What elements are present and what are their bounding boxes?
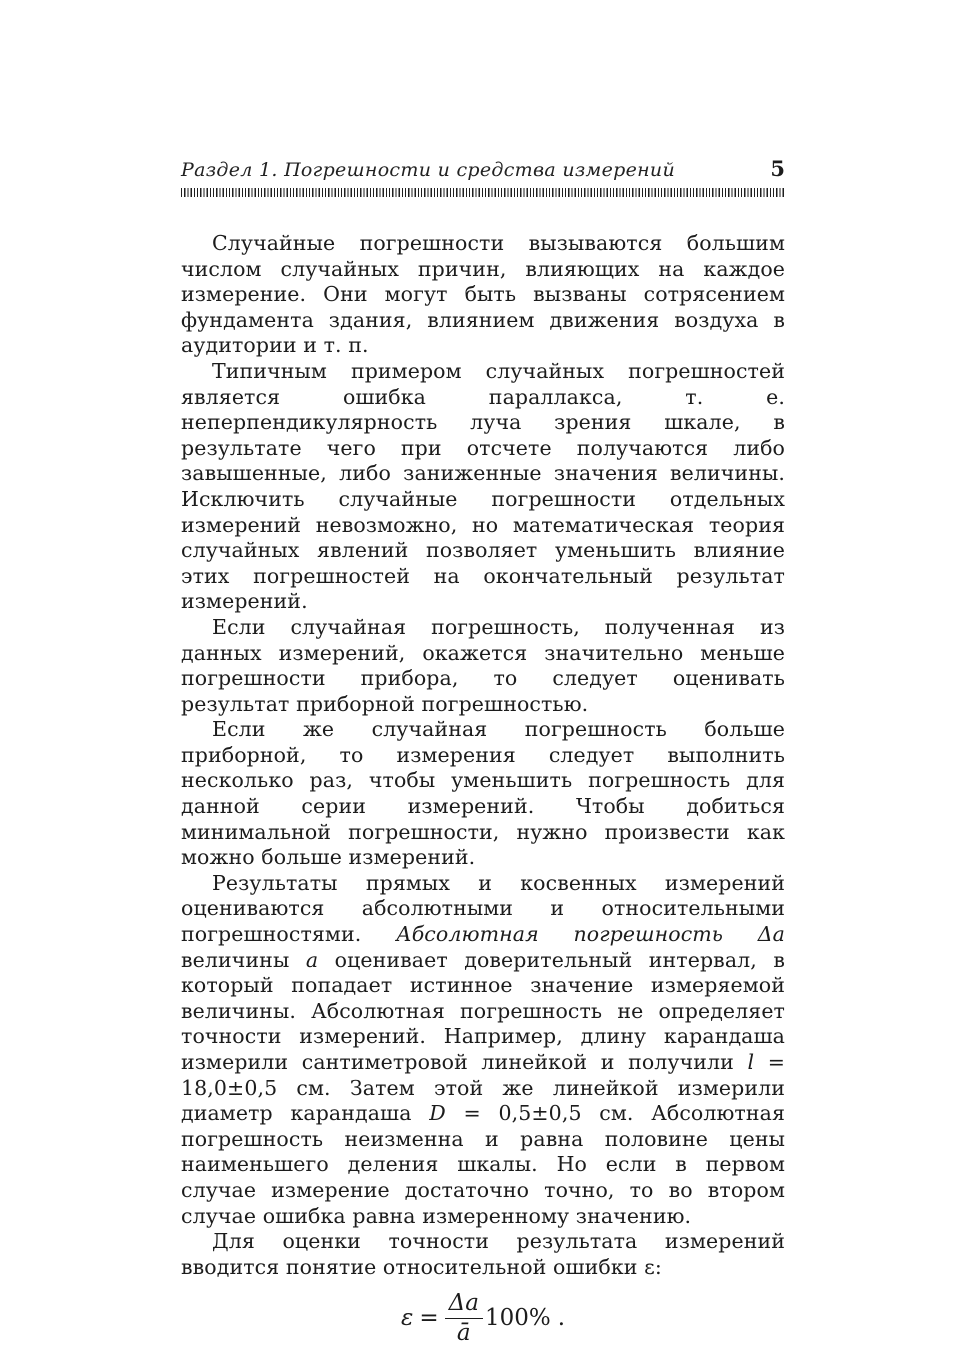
body-text (181, 231, 785, 1280)
text-run: = 18,0±0,5 см. Затем этой же линейкой измерили диаметр карандаша (181, 1050, 785, 1126)
paragraph (181, 359, 785, 615)
page-number: 5 (770, 156, 785, 181)
paragraph (181, 1229, 785, 1280)
text-run: величины (181, 947, 306, 972)
formula-period: . (557, 1305, 566, 1332)
formula-numerator: Δa (445, 1292, 483, 1319)
formula-fraction (445, 1292, 483, 1345)
paragraph (181, 615, 785, 717)
text-run: Для оценки точности результата измерений вводится понятие относительной ошибки ε: (181, 1229, 785, 1279)
formula-epsilon: ε (400, 1305, 414, 1332)
paragraph (181, 871, 785, 1229)
formula-denominator: ā (456, 1320, 471, 1347)
paragraph (181, 231, 785, 359)
header-rule (181, 188, 785, 197)
page-header (181, 156, 785, 181)
text-run: Случайные погрешности вызываются большим числом случайных причин, влияющих на каждое измерение. Они могут быть вызваны сотрясением фундамента здания, влиянием движения воздуха в аудитории и т. п. (181, 231, 785, 358)
emphasis-text: l (747, 1050, 755, 1074)
paragraph (181, 717, 785, 871)
emphasis-text: Абсолютная погрешность Δa (396, 922, 786, 947)
text-run: Типичным примером случайных погрешностей является ошибка параллакса, т. е. неперпендикулярность луча зрения шкале, в результате чего при отсчете получаются либо завышенные, либо заниженные значения величины. Исключить случайные погрешности отдельных измерений невозможно, но математическая теория случайных явлений позволяет уменьшить влияние этих погрешностей на окончательный результат измерений. (181, 358, 785, 614)
formula-equals: = (419, 1305, 439, 1332)
text-run: Результаты прямых и косвенных измерений оцениваются абсолютными и относительными погрешностями. (181, 870, 785, 947)
emphasis-text: D (429, 1101, 446, 1126)
text-run: оценивает доверительный интервал, в который попадает истинное значение измеряемой величины. Абсолютная погрешность не определяет точности измерений. Например, длину карандаша измерили сантиметровой линейкой и получили (181, 947, 785, 1074)
book-page (181, 156, 785, 1345)
relative-error-formula (181, 1292, 785, 1345)
running-title: Раздел 1. Погрешности и средства измерений (181, 159, 676, 181)
text-run: = 0,5±0,5 см. Абсолютная погрешность неизменна и равна половине цены наименьшего деления шкалы. Но если в первом случае измерение достаточно точно, то во втором случае ошибка равна измеренному значению. (181, 1101, 785, 1228)
formula-factor: 100% (484, 1305, 551, 1332)
text-run: Если же случайная погрешность больше приборной, то измерения следует выполнить несколько раз, чтобы уменьшить погрешность для данной серии измерений. Чтобы добиться минимальной погрешности, нужно произвести как можно больше измерений. (181, 717, 785, 870)
emphasis-text: a (305, 947, 319, 972)
text-run: Если случайная погрешность, полученная из данных измерений, окажется значительно меньше погрешности прибора, то следует оценивать результат приборной погрешностью. (181, 614, 785, 716)
